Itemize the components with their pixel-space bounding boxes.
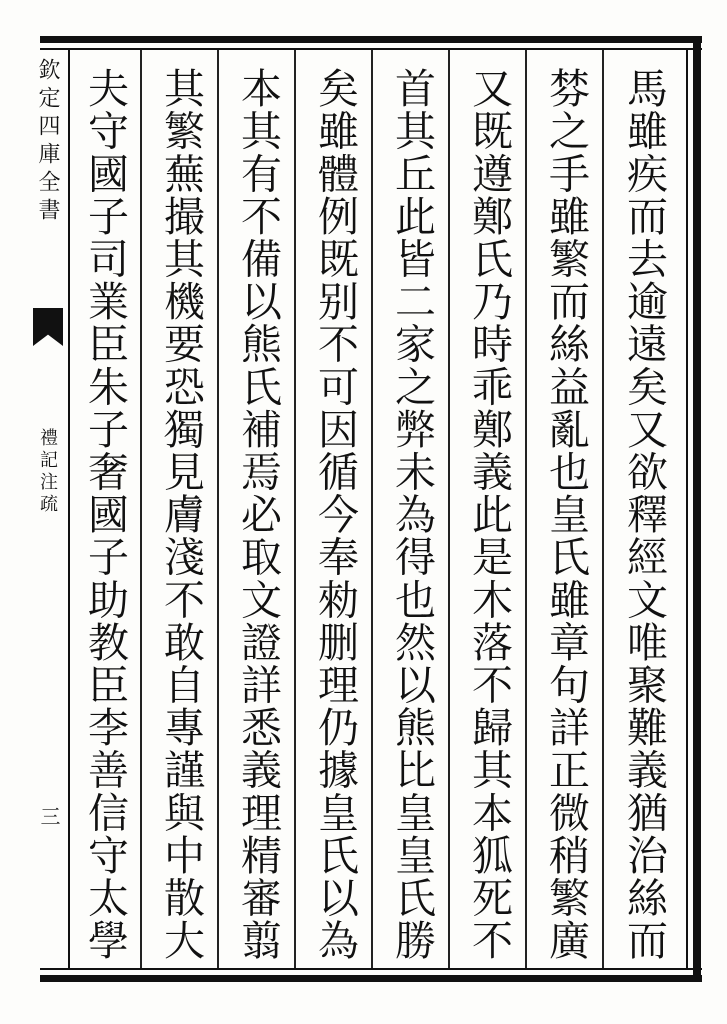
top-border-rule	[40, 36, 702, 43]
column-divider	[140, 50, 142, 968]
right-border-inner-rule	[686, 48, 688, 970]
bottom-border-rule	[40, 975, 702, 982]
column-divider	[371, 50, 373, 968]
text-column-7: 其繁蕪撮其機要恐獨見膚淺不敢自專謹與中散大	[157, 66, 205, 962]
bottom-border-inner-rule	[40, 968, 702, 970]
text-column-3: 又既遵鄭氏乃時乖鄭義此是木落不歸其本狐死不	[465, 66, 513, 962]
collection-title: 欽定四庫全書	[35, 58, 60, 226]
page-number: 三	[37, 806, 61, 826]
text-column-6: 本其有不備以熊氏補焉必取文證詳悉義理精審翦	[234, 66, 282, 962]
text-column-2: 棼之手雖繁而絲益亂也皇氏雖章句詳正微稍繁廣	[542, 66, 590, 962]
text-column-4: 首其丘此皆二家之弊未為得也然以熊比皇皇氏勝	[388, 66, 436, 962]
column-divider	[525, 50, 527, 968]
column-divider	[602, 50, 604, 968]
column-divider	[294, 50, 296, 968]
column-divider	[217, 50, 219, 968]
book-title: 禮記注疏	[37, 428, 58, 516]
text-column-1: 馬雖疾而去逾遠矣又欲釋經文唯聚難義猶治絲而	[620, 66, 668, 962]
right-border-rule	[693, 36, 701, 982]
margin-divider-line	[68, 50, 70, 968]
text-column-8: 夫守國子司業臣朱子奢國子助教臣李善信守太學	[81, 66, 129, 962]
text-column-5: 矣雖體例既别不可因循今奉勑删理仍據皇氏以為	[311, 66, 359, 962]
column-divider	[448, 50, 450, 968]
